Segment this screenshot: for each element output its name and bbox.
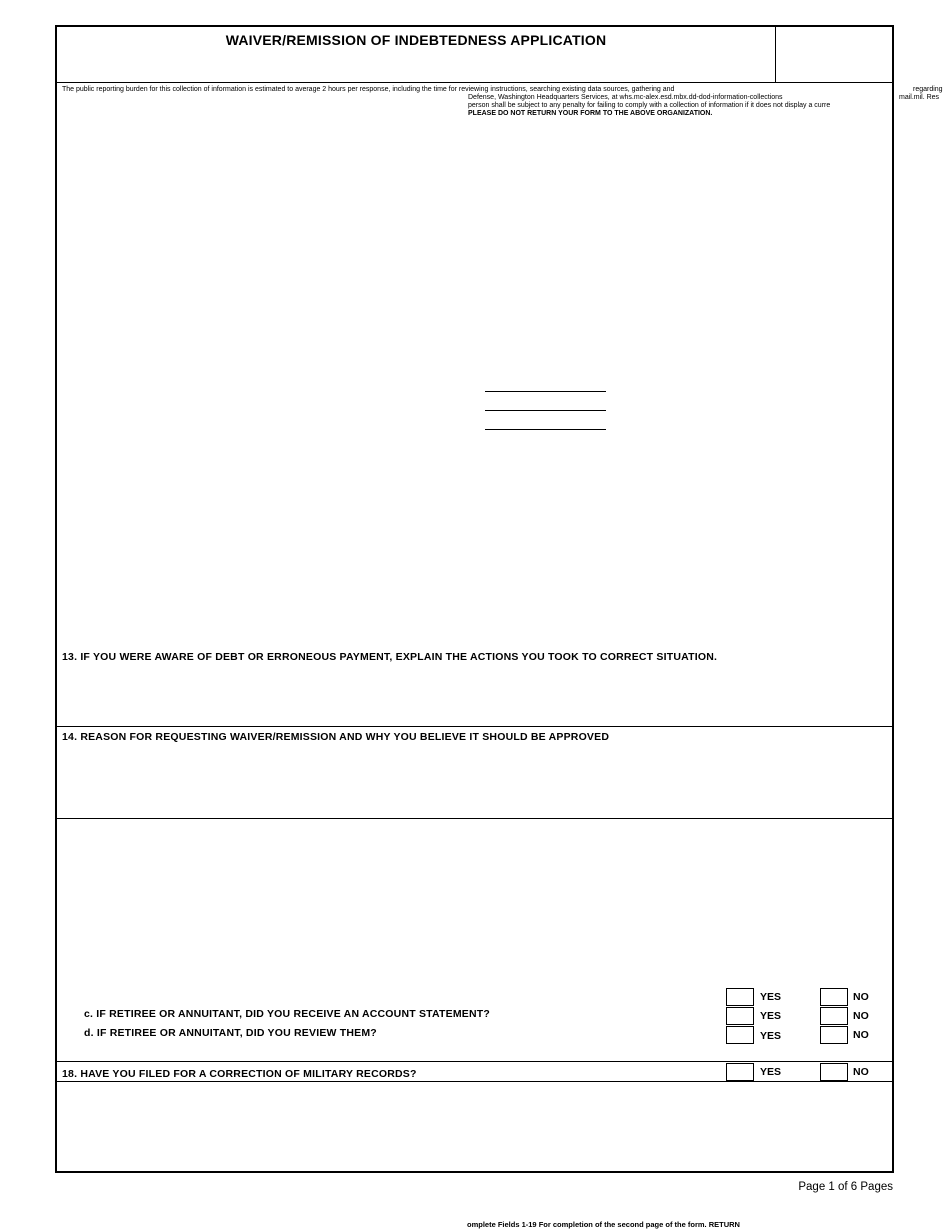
q17b-yes-label: YES <box>760 991 782 1003</box>
blank-line-3[interactable] <box>485 429 606 430</box>
burden-line-3: person shall be subject to any penalty for failing to comply with a collection of information if it does not display a curre <box>468 102 831 109</box>
question-14-label: 14. REASON FOR REQUESTING WAIVER/REMISSION AND WHY YOU BELIEVE IT SHOULD BE APPROVED <box>62 731 610 743</box>
bottom-instruction-cutoff: omplete Fields 1-19 For completion of the second page of the form. RETURN <box>467 1220 740 1229</box>
form-number-box[interactable] <box>776 26 892 81</box>
question-13-answer-area[interactable] <box>58 668 892 725</box>
q17c-yes-checkbox[interactable] <box>726 1007 754 1025</box>
q17d-yes-checkbox[interactable] <box>726 1026 754 1044</box>
question-13-label: 13. IF YOU WERE AWARE OF DEBT OR ERRONEOUS PAYMENT, EXPLAIN THE ACTIONS YOU TOOK TO CORRECT SITUATION. <box>62 651 718 663</box>
q18-no-checkbox[interactable] <box>820 1063 848 1081</box>
q18-no-label: NO <box>853 1066 869 1078</box>
question-17c-label: c. IF RETIREE OR ANNUITANT, DID YOU RECEIVE AN ACCOUNT STATEMENT? <box>84 1008 490 1020</box>
q17c-no-label: NO <box>853 1010 869 1022</box>
q17c-yes-label: YES <box>760 1010 782 1022</box>
blank-line-1[interactable] <box>485 391 606 392</box>
burden-line-1: The public reporting burden for this collection of information is estimated to average 2 hours per response, including the time for reviewing instructions, searching existing data sources, gathering and <box>62 86 675 93</box>
q17d-yes-label: YES <box>760 1030 782 1042</box>
q18-yes-label: YES <box>760 1066 782 1078</box>
blank-line-2[interactable] <box>485 410 606 411</box>
q17c-no-checkbox[interactable] <box>820 1007 848 1025</box>
q18-yes-checkbox[interactable] <box>726 1063 754 1081</box>
burden-line-1-right: regarding <box>913 86 943 93</box>
q14-bottom-line <box>55 818 894 819</box>
question-14-answer-area[interactable] <box>58 746 892 816</box>
question-17d-label: d. IF RETIREE OR ANNUITANT, DID YOU REVIEW THEM? <box>84 1027 377 1039</box>
q17-bottom-line <box>55 1061 894 1062</box>
burden-notice: PLEASE DO NOT RETURN YOUR FORM TO THE ABOVE ORGANIZATION. <box>468 110 713 117</box>
question-18-explanation-area[interactable] <box>58 1084 892 1170</box>
q17d-no-label: NO <box>853 1029 869 1041</box>
q18-bottom-line <box>55 1081 894 1082</box>
q13-bottom-line <box>55 726 894 727</box>
burden-line-2-right: mail.mil. Res <box>899 94 940 101</box>
q17b-yes-checkbox[interactable] <box>726 988 754 1006</box>
question-18-label: 18. HAVE YOU FILED FOR A CORRECTION OF MILITARY RECORDS? <box>62 1068 417 1080</box>
q17b-no-label: NO <box>853 991 869 1003</box>
form-title: WAIVER/REMISSION OF INDEBTEDNESS APPLICATION <box>225 32 607 48</box>
burden-line-2: Defense, Washington Headquarters Services, at whs.mc-alex.esd.mbx.dd-dod-information-collections <box>468 94 783 101</box>
page-footer: Page 1 of 6 Pages <box>798 1181 893 1193</box>
q17d-no-checkbox[interactable] <box>820 1026 848 1044</box>
q17b-no-checkbox[interactable] <box>820 988 848 1006</box>
header-bottom-line <box>55 82 894 83</box>
